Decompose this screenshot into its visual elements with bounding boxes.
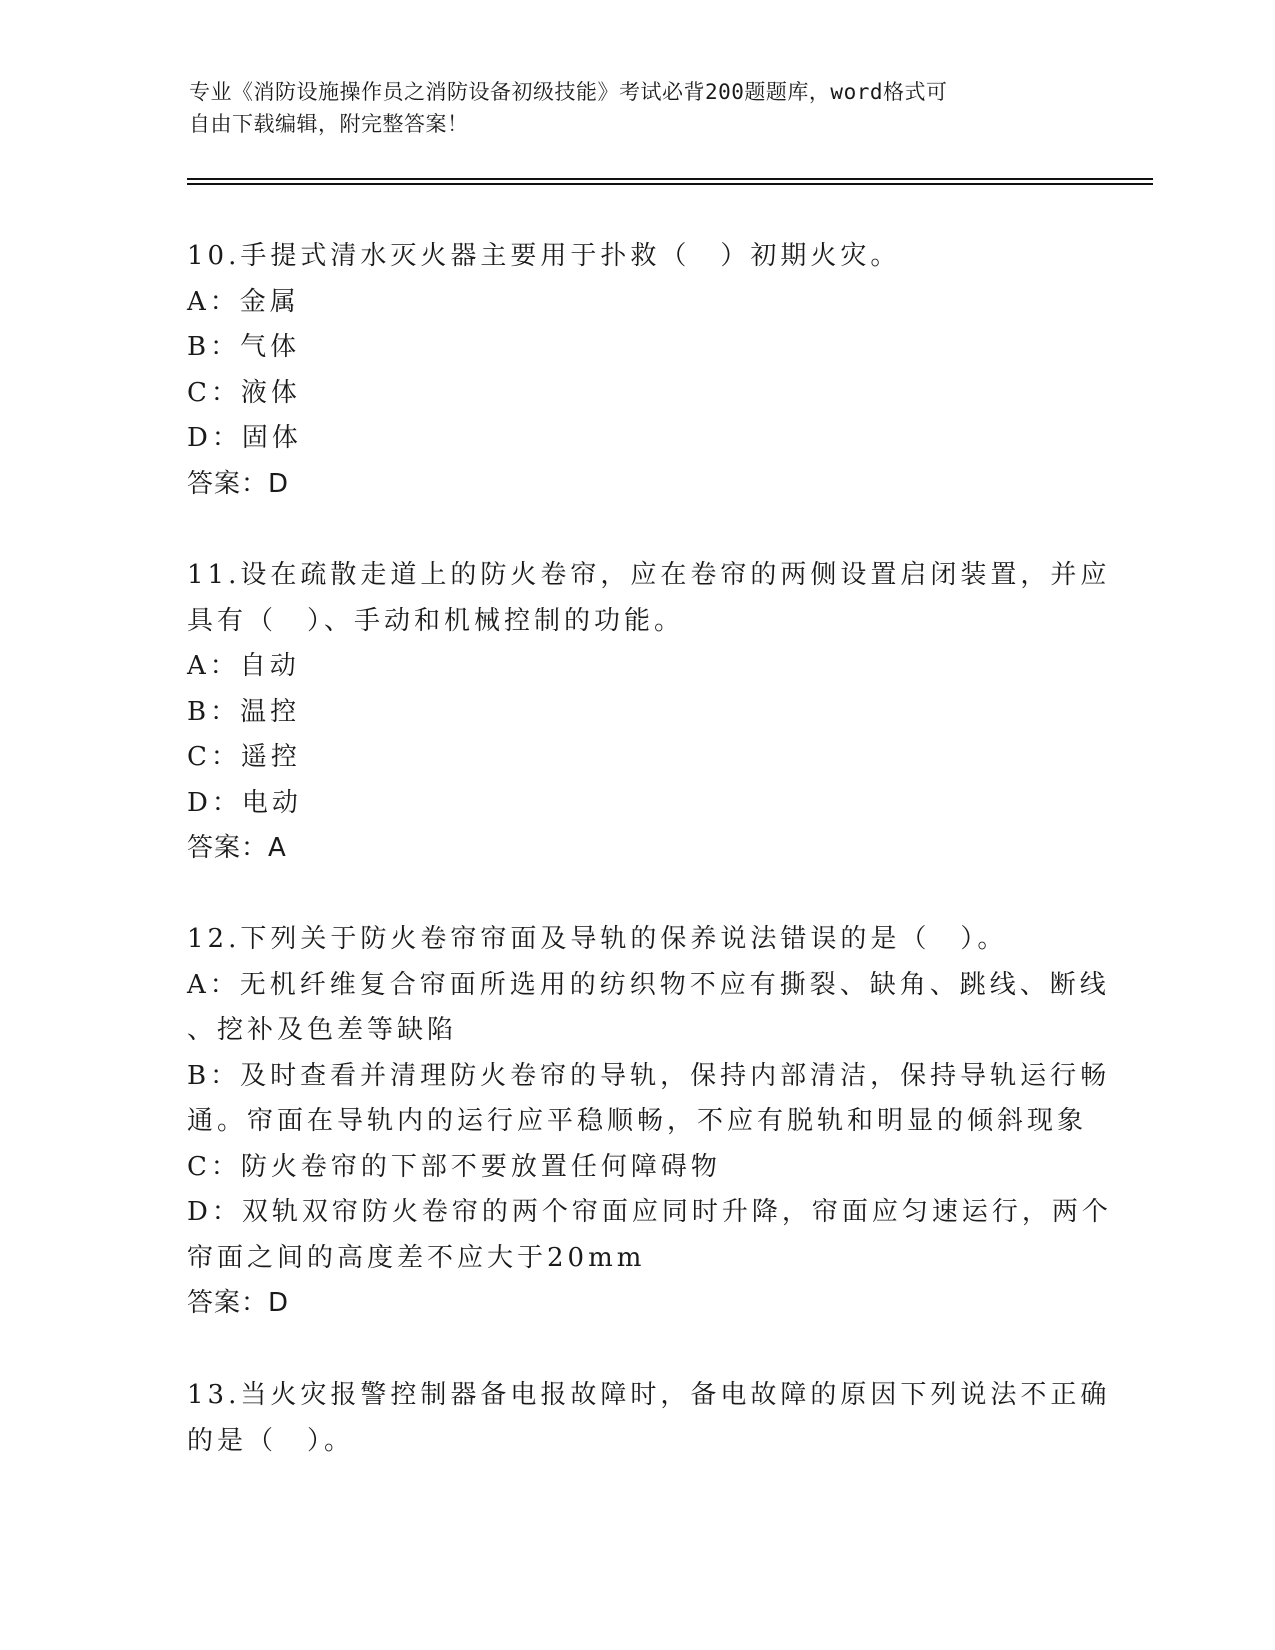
option-d: D：固体 — [187, 423, 302, 453]
question-12 — [187, 917, 1112, 1327]
option-a: A：金属 — [187, 286, 300, 317]
question-stem: 13.当火灾报警控制器备电报故障时，备电故障的原因下列说法不正确 — [187, 1380, 1111, 1410]
document-header — [189, 76, 1069, 140]
answer-line: 答案：D — [187, 468, 290, 499]
question-stem: 12.下列关于防火卷帘帘面及导轨的保养说法错误的是（ ）。 — [187, 924, 1008, 954]
option-c: C：防火卷帘的下部不要放置任何障碍物 — [187, 1151, 721, 1182]
option-d: D：双轨双帘防火卷帘的两个帘面应同时升降，帘面应匀速运行，两个 — [187, 1197, 1112, 1227]
header-divider-top — [187, 178, 1153, 180]
question-stem: 10.手提式清水灭火器主要用于扑救（ ）初期火灾。 — [187, 241, 901, 271]
question-13 — [187, 1373, 1111, 1464]
option-b: B：及时查看并清理防火卷帘的导轨，保持内部清洁，保持导轨运行畅 — [187, 1060, 1111, 1091]
header-title-line-2: 自由下载编辑，附完整答案！ — [189, 112, 469, 136]
option-d: D：电动 — [187, 787, 302, 818]
option-d-continued: 帘面之间的高度差不应大于20mm — [187, 1242, 646, 1273]
option-a: A：自动 — [187, 651, 300, 681]
option-a-continued: 、挖补及色差等缺陷 — [187, 1015, 458, 1045]
header-title-line-1: 专业《消防设施操作员之消防设备初级技能》考试必背200题题库，word格式可 — [189, 80, 948, 104]
option-b: B：气体 — [187, 332, 301, 362]
option-a: A：无机纤维复合帘面所选用的纺织物不应有撕裂、缺角、跳线、断线 — [187, 969, 1110, 1000]
question-stem-continued: 具有（ ）、手动和机械控制的功能。 — [187, 605, 685, 636]
header-divider-bottom — [187, 183, 1153, 185]
question-stem-continued: 的是（ ）。 — [187, 1425, 355, 1456]
option-c: C：遥控 — [187, 742, 301, 772]
answer-line: 答案：A — [187, 833, 287, 863]
question-stem: 11.设在疏散走道上的防火卷帘，应在卷帘的两侧设置启闭装置，并应 — [187, 560, 1111, 590]
answer-line: 答案：D — [187, 1288, 290, 1318]
option-c: C：液体 — [187, 377, 301, 408]
option-b-continued: 通。帘面在导轨内的运行应平稳顺畅，不应有脱轨和明显的倾斜现象 — [187, 1106, 1088, 1136]
question-11 — [187, 553, 1111, 872]
option-b: B：温控 — [187, 696, 301, 727]
question-10 — [187, 234, 1087, 507]
